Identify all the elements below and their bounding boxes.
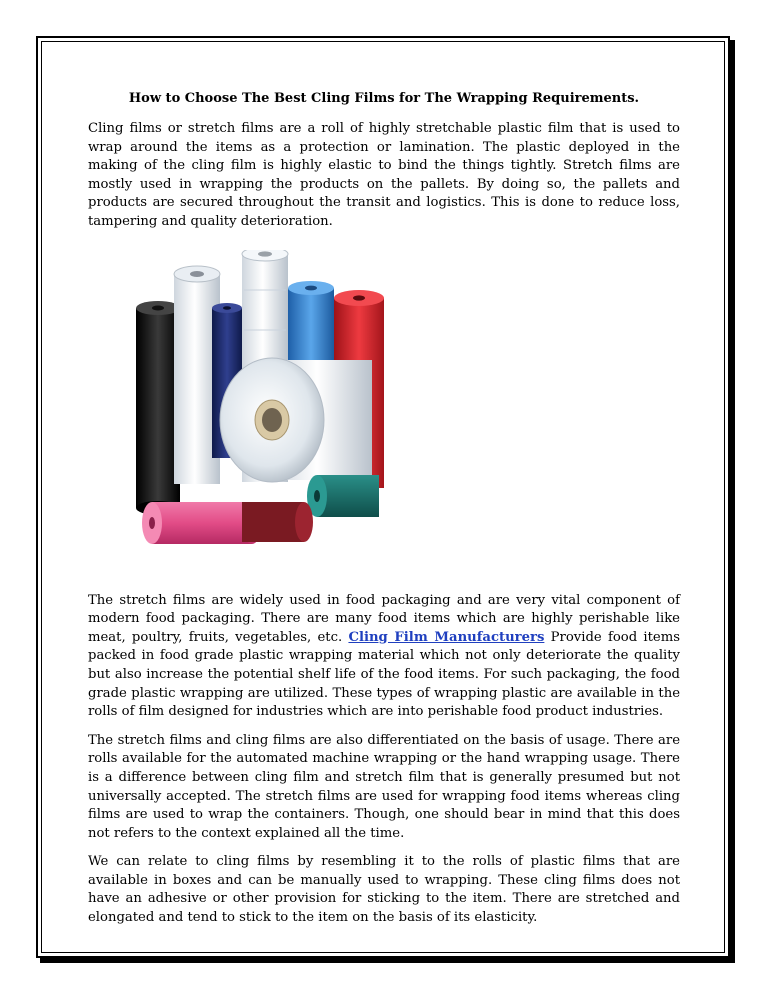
page-shadow-bottom — [40, 958, 735, 963]
page-shadow-right — [730, 40, 735, 962]
cling-film-manufacturers-link[interactable]: Cling Film Manufacturers — [348, 629, 545, 645]
document-title: How to Choose The Best Cling Films for The Wrapping Requirements. — [128, 91, 640, 106]
film-rolls-photo-icon — [122, 250, 642, 580]
paragraph-intro: Cling films or stretch films are a roll of highly stretchable plastic film that is used to wrap around the items as a protection or lamination. The plastic deployed in the making of the cling film is highly elastic to bind the things tightly. Stretch films are mostly used in wrapping the products on the pallets. By doing so, the pallets and products are secured throughout the transit and logistics. This is done to reduce loss, tampering and quality deterioration. — [88, 121, 680, 229]
green-roll-icon — [307, 475, 379, 517]
paragraph-food-packaging — [88, 592, 680, 722]
black-roll-icon — [136, 301, 180, 515]
document-body — [88, 90, 680, 938]
maroon-roll-icon — [242, 502, 313, 542]
film-rolls-figure — [88, 250, 680, 580]
clear-roll-large-icon — [220, 358, 372, 482]
paragraph-food-packaging-text-b: Provide food items packed in food grade plastic wrapping material which not only deteriorate the quality but also increase the potential shelf life of the food items. For such packaging, the food grade plastic wrapping are utilized. These types of wrapping plastic are available in the rolls of film designed for industries which are into perishable food product industries. — [88, 629, 680, 720]
paragraph-food-packaging-text-a: The stretch films are widely used in food packaging and are very vital component of modern food packaging. There are many food items which are highly perishable like meat, poultry, fruits, vegetables, etc. — [88, 592, 680, 645]
paragraph-usage: The stretch films and cling films are also differentiated on the basis of usage. There are rolls available for the automated machine wrapping or the hand wrapping usage. There is a difference between cling film and stretch film that is generally presumed but not universally accepted. The stretch films are used for wrapping food items whereas cling films are used to wrap the containers. Though, one should bear in mind that this does not refers to the context explained all the time. — [88, 732, 680, 841]
paragraph-elasticity: We can relate to cling films by resembling it to the rolls of plastic films that are available in boxes and can be manually used to wrapping. These cling films does not have an adhesive or other provision for sticking to the item. There are stretched and elongated and tend to stick to the item on the basis of its elasticity. — [88, 854, 680, 926]
